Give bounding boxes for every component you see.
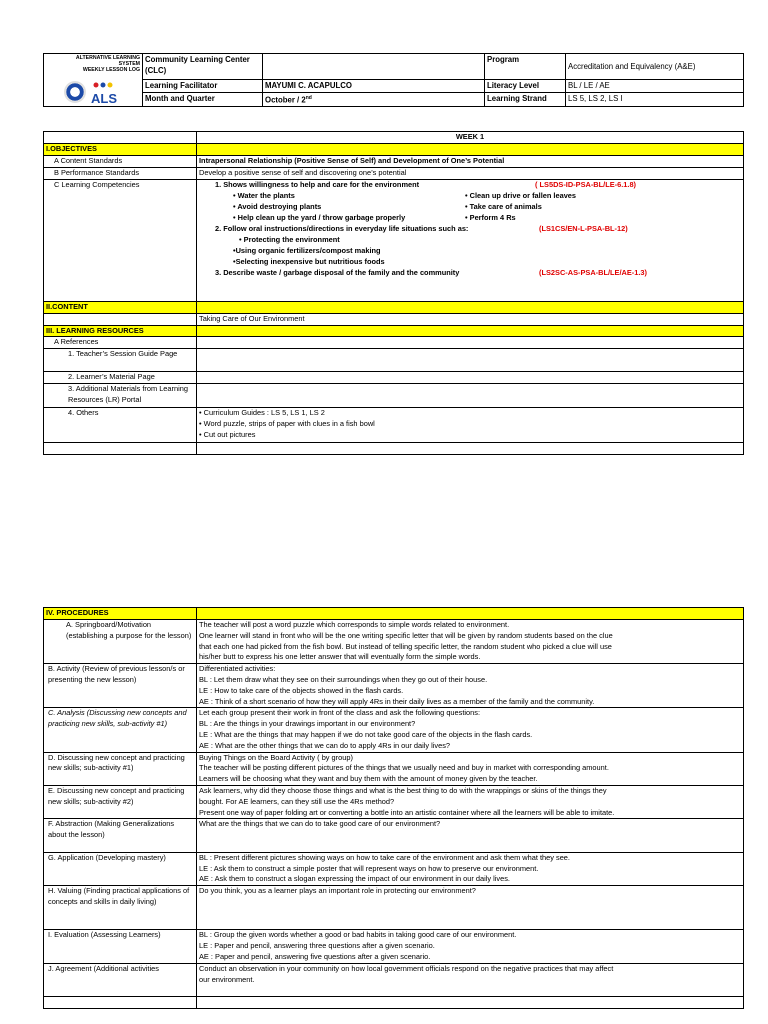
competencies-label: C Learning Competencies <box>44 179 197 301</box>
procedure-label: G. Application (Developing mastery) <box>44 852 197 885</box>
procedure-line: Let each group present their work in front of the class and ask the following questions: <box>199 708 481 718</box>
procedure-line: AE : Think of a short scenario of how they will apply 4Rs in their daily lives as a member of the family and the community. <box>199 696 595 706</box>
clc-label: Community Learning Center (CLC) <box>143 54 263 80</box>
procedure-line: BL : Are the things in your drawings important in our environment? <box>199 719 416 729</box>
performance-standards-label: B Performance Standards <box>44 167 197 179</box>
procedure-content <box>197 620 744 664</box>
references-label: A References <box>44 337 197 349</box>
procedure-line: LE : Ask them to construct a simple poster that will represent ways on how to preserve our environment. <box>199 863 539 873</box>
procedure-content <box>197 819 744 852</box>
procedure-line: Present one way of paper folding art or converting a bottle into an artistic container where all the learners will be able to imitate. <box>199 807 615 817</box>
competency-3: 3. Describe waste / garbage disposal of the family and the community <box>215 267 460 277</box>
procedure-content <box>197 785 744 818</box>
competency-2: 2. Follow oral instructions/directions in everyday life situations such as: <box>215 223 469 233</box>
procedure-line: AE : Paper and pencil, answering five questions after a given scenario. <box>199 951 431 961</box>
week-label: WEEK 1 <box>197 132 744 144</box>
empty-cell <box>44 132 197 144</box>
list-item: • Help clean up the yard / throw garbage properly <box>233 212 406 222</box>
als-logo-cell <box>44 54 143 107</box>
clc-value <box>263 54 485 80</box>
deped-seal-icon <box>64 81 86 103</box>
procedure-line: BL : Group the given words whether a good or bad habits in taking good care of our environment. <box>199 930 517 940</box>
content-heading: II.CONTENT <box>44 301 197 313</box>
procedure-line: The teacher will post a word puzzle which corresponds to simple words related to environment. <box>199 620 510 629</box>
program-label: Program <box>485 54 566 80</box>
table-row <box>44 664 744 708</box>
procedure-label: F. Abstraction (Making Generalizations about the lesson) <box>44 819 197 852</box>
procedure-content <box>197 708 744 752</box>
procedure-label: B. Activity (Review of previous lesson/s or presenting the new lesson) <box>44 664 197 708</box>
als-title: ALTERNATIVE LEARNING SYSTEM WEEKLY LESSON LOG <box>75 55 140 73</box>
procedure-line: BL : Present different pictures showing ways on how to take care of the environment and ask them what they see. <box>199 852 570 862</box>
procedure-line: Differentiated activities: <box>199 664 276 674</box>
list-item: • Protecting the environment <box>239 234 340 244</box>
list-item: • Cut out pictures <box>199 429 256 439</box>
content-standards-value: Intrapersonal Relationship (Positive Sense of Self) and Development of One’s Potential <box>197 155 744 167</box>
resources-heading: III. LEARNING RESOURCES <box>44 325 197 337</box>
month-quarter-label: Month and Quarter <box>143 93 263 107</box>
procedures-heading: IV. PROCEDURES <box>44 608 197 620</box>
procedure-content <box>197 664 744 708</box>
procedure-content <box>197 752 744 785</box>
procedure-line: that each one had picked from the fish bowl. But instead of telling specific letter, the random student who picked a clue will use <box>199 641 612 651</box>
teachers-guide-label: 1. Teacher’s Session Guide Page <box>44 349 197 372</box>
others-label: 4. Others <box>44 408 197 443</box>
list-item: • Perform 4 Rs <box>465 212 516 222</box>
literacy-level-value: BL / LE / AE <box>566 80 744 93</box>
procedure-line: bought. For AE learners, can they still use the 4Rs method? <box>199 796 395 806</box>
table-row <box>44 886 744 930</box>
table-row <box>44 819 744 852</box>
table-row <box>44 620 744 664</box>
procedure-line: Do you think, you as a learner plays an important role in protecting our environment? <box>199 886 476 896</box>
literacy-level-label: Literacy Level <box>485 80 566 93</box>
learners-material-label: 2. Learner’s Material Page <box>44 372 197 384</box>
procedure-line: The teacher will be posting different pictures of the things that we usually need and buy in market with corresponding amount. <box>199 763 609 773</box>
procedure-line: Buying Things on the Board Activity ( by group) <box>199 752 353 762</box>
procedure-line: our environment. <box>199 974 255 984</box>
table-row <box>44 963 744 996</box>
procedure-line: LE : How to take care of the objects showed in the flash cards. <box>199 685 404 695</box>
procedure-line: AE : What are the other things that we can do to apply 4Rs in our daily lives? <box>199 740 451 750</box>
procedure-content <box>197 852 744 885</box>
procedure-line: his/her butt to express his one letter answer that will eventually form the simple words. <box>199 652 481 662</box>
competency-1-code: ( LS5DS-ID-PSA-BL/LE-6.1.8) <box>535 179 637 189</box>
procedure-label: J. Agreement (Additional activities <box>44 963 197 996</box>
procedure-line: AE : Ask them to construct a slogan expressing the impact of our environment in our daily lives. <box>199 874 510 884</box>
learning-strand-label: Learning Strand <box>485 93 566 107</box>
content-standards-label: A Content Standards <box>44 155 197 167</box>
procedure-line: One learner will stand in front who will be the one writing specific letter that will be given by random students based on the clue <box>199 630 613 640</box>
header-table <box>43 53 744 107</box>
competency-1: 1. Shows willingness to help and care for the environment <box>215 179 420 189</box>
procedure-label: H. Valuing (Finding practical applications of concepts and skills in daily living) <box>44 886 197 930</box>
performance-standards-value: Develop a positive sense of self and discovering one’s potential <box>197 167 744 179</box>
procedure-content <box>197 930 744 963</box>
learning-strand-value: LS 5, LS 2, LS I <box>566 93 744 107</box>
procedure-label: D. Discussing new concept and practicing new skills; sub-activity #1) <box>44 752 197 785</box>
facilitator-value: MAYUMI C. ACAPULCO <box>263 80 485 93</box>
procedure-line: Ask learners, why did they choose those things and what is the best thing to do with the wrappings or skins of the things they <box>199 785 607 795</box>
content-value: Taking Care of Our Environment <box>197 313 744 325</box>
facilitator-label: Learning Facilitator <box>143 80 263 93</box>
list-item: • Curriculum Guides : LS 5, LS 1, LS 2 <box>199 408 325 418</box>
table-row <box>44 752 744 785</box>
competencies-list <box>199 180 741 286</box>
procedure-label: E. Discussing new concept and practicing new skills; sub-activity #2) <box>44 785 197 818</box>
procedure-content <box>197 886 744 930</box>
table-row <box>44 852 744 885</box>
list-item: • Clean up drive or fallen leaves <box>465 190 577 200</box>
competencies-cell <box>197 179 744 301</box>
procedure-content <box>197 963 744 996</box>
procedure-label: I. Evaluation (Assessing Learners) <box>44 930 197 963</box>
table-row <box>44 930 744 963</box>
procedures-table <box>43 607 744 1009</box>
list-item: •Using organic fertilizers/compost making <box>233 245 381 255</box>
procedure-line: What are the things that we can do to take good care of our environment? <box>199 819 441 829</box>
procedure-line: LE : Paper and pencil, answering three questions after a given scenario. <box>199 941 435 951</box>
lr-portal-label: 3. Additional Materials from Learning Resources (LR) Portal <box>44 384 197 408</box>
list-item: • Water the plants <box>233 190 295 200</box>
list-item: • Take care of animals <box>465 201 542 211</box>
procedure-label: A. Springboard/Motivation (establishing a purpose for the lesson) <box>44 620 197 664</box>
objectives-heading: I.OBJECTIVES <box>44 144 197 156</box>
objectives-table <box>43 131 744 455</box>
als-logo-icon <box>90 81 122 105</box>
list-item: • Word puzzle, strips of paper with clues in a fish bowl <box>199 419 375 429</box>
others-value <box>197 408 744 443</box>
procedure-line: BL : Let them draw what they see on their surroundings when they go out of their house. <box>199 674 488 684</box>
procedure-line: Conduct an observation in your community on how local government officials respond on the negative practices that may affect <box>199 963 614 973</box>
list-item: • Avoid destroying plants <box>233 201 322 211</box>
competency-2-code: (LS1CS/EN-L-PSA-BL-12) <box>539 223 628 233</box>
procedure-label: C. Analysis (Discussing new concepts and practicing new skills, sub-activity #1) <box>44 708 197 752</box>
table-row <box>44 785 744 818</box>
procedures-body <box>44 620 744 997</box>
program-value: Accreditation and Equivalency (A&E) <box>566 54 744 80</box>
svg-text:ALS: ALS <box>91 91 117 105</box>
list-item: •Selecting inexpensive but nutritious foods <box>233 256 385 266</box>
procedure-line: LE : What are the things that may happen if we do not take good care of the objects in the flash cards. <box>199 729 533 739</box>
competency-3-code: (LS2SC-AS-PSA-BL/LE/AE-1.3) <box>539 267 647 277</box>
table-row <box>44 708 744 752</box>
month-quarter-value: October / 2nd <box>263 93 485 107</box>
procedure-line: Learners will be choosing what they want and buy them with the amount of money given by the teacher. <box>199 774 538 784</box>
